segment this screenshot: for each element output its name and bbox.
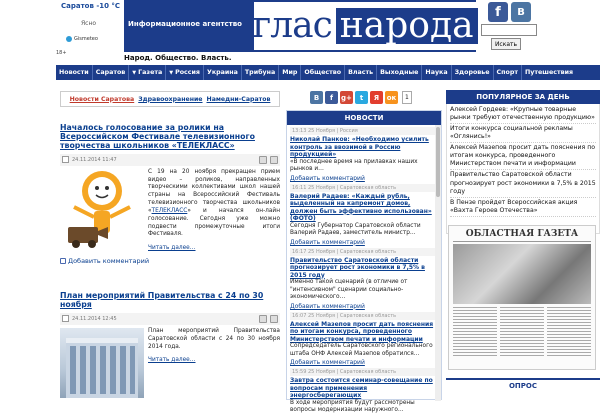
news-feed xyxy=(286,110,442,414)
comment-icon xyxy=(60,258,66,264)
add-comment-link[interactable]: Добавить комментарий xyxy=(60,257,280,265)
news-item xyxy=(290,312,438,367)
nav-item-gazeta[interactable]: ▼ Газета xyxy=(129,65,166,80)
logo-part2: народа xyxy=(336,8,478,44)
share-bar xyxy=(310,91,412,104)
category-bar xyxy=(60,91,280,107)
vk-share-icon[interactable]: B xyxy=(310,91,323,104)
calendar-icon xyxy=(62,156,69,163)
news-excerpt: «В последнее время на прилавках наших рынков и… xyxy=(290,158,418,173)
nav-item-science[interactable]: Наука xyxy=(422,65,451,80)
article-excerpt: С 19 на 20 ноября прекращен прием видео – роликов, направленных творческими коллективами школ нашей страны на Всероссийский Фестиваль телевизионного творчества школьников «ТЕЛЕКЛАСС» и начался он-лайн голосование. Сегодня уже можно подвести промежуточные итоги Фестиваля. Читать далее… xyxy=(148,168,280,252)
facebook-icon[interactable]: f xyxy=(488,2,508,22)
article-card xyxy=(60,292,280,398)
article-date: 24.11.2014 12:45 xyxy=(72,315,117,322)
category-link-namedni[interactable]: Намедни-Саратов xyxy=(206,95,271,103)
vk-icon[interactable]: B xyxy=(511,2,531,22)
nav-item-sport[interactable]: Спорт xyxy=(494,65,522,80)
calendar-icon xyxy=(62,315,69,322)
news-title[interactable]: Завтра состоится семинар-совещание по вопросам применения энергосберегающих xyxy=(290,377,433,400)
news-item xyxy=(290,248,438,310)
news-scrollbar[interactable] xyxy=(435,125,441,401)
popular-item[interactable]: Итоги конкурса социальной рекламы «Оглянись!» xyxy=(450,124,596,143)
read-more-link[interactable]: Читать далее… xyxy=(148,357,196,364)
article-meta xyxy=(60,313,280,325)
news-meta: 16:17 25 Ноября | Саратовская область xyxy=(290,248,438,256)
nav-item-news[interactable]: Новости xyxy=(56,65,93,80)
nav-item-weekend[interactable]: Выходные xyxy=(377,65,422,80)
yandex-share-icon[interactable]: Я xyxy=(370,91,383,104)
news-meta: 15:59 25 Ноября | Саратовская область xyxy=(290,368,438,376)
newspaper-photo xyxy=(453,244,591,304)
news-excerpt: Сопредседатель Саратовского регионального штаба ОНФ Алексей Мазепов обратился… xyxy=(290,343,433,357)
newspaper-title: ОБЛАСТНАЯ ГАЗЕТА xyxy=(465,229,579,239)
article-date: 24.11.2014 11:47 xyxy=(72,156,117,163)
news-title[interactable]: Валерий Радаев: «Каждый рубль, выделенный на капремонт домов, должен быть эффективно использован» (ФОТО) xyxy=(290,192,432,223)
category-link-health[interactable]: Здравоохранение xyxy=(138,95,203,103)
news-heading: НОВОСТИ xyxy=(287,111,441,125)
nav-item-saratov[interactable]: Саратов xyxy=(93,65,130,80)
news-excerpt: Именно такой сценарий (в отличие от "интенсивном" сценарии социально-экономического… xyxy=(290,279,408,301)
nav-item-health[interactable]: Здоровье xyxy=(452,65,494,80)
news-title[interactable]: Алексей Мазепов просит дать пояснения по итогам конкурса, проведенного Министерством печати и информации xyxy=(290,320,434,343)
article-meta xyxy=(60,154,280,166)
email-icon[interactable] xyxy=(270,315,278,323)
slogan: Народ. Общество. Власть. xyxy=(124,54,232,62)
news-excerpt: Сегодня Губернатор Саратовской области Валерий Радаев, заместитель министр… xyxy=(290,222,421,237)
article-title[interactable]: Началось голосование за ролики на Всероссийском Фестивале телевизионного творчества школьников «ТЕЛЕКЛАСС» xyxy=(60,123,255,150)
nav-item-tribuna[interactable]: Трибуна xyxy=(242,65,279,80)
popular-list xyxy=(446,104,600,234)
weather-city: Саратов -10 °C xyxy=(61,2,121,10)
article-card xyxy=(60,124,280,265)
teleklass-link[interactable]: ТЕЛЕКЛАСС xyxy=(151,207,188,214)
news-meta: 16:11 25 Ноября | Саратовская область xyxy=(290,184,438,192)
popular-heading: ПОПУЛЯРНОЕ ЗА ДЕНЬ xyxy=(446,90,600,104)
chevron-down-icon: ▼ xyxy=(169,69,174,76)
print-icon[interactable] xyxy=(259,315,267,323)
weather-provider-label: Gismeteo xyxy=(74,36,98,42)
email-icon[interactable] xyxy=(270,156,278,164)
news-item xyxy=(290,127,438,182)
news-title[interactable]: Правительство Саратовской области прогнозирует рост экономики в 7,5% в 2015 году xyxy=(290,256,425,279)
government-building-image[interactable] xyxy=(60,328,144,398)
gismeteo-icon xyxy=(66,36,72,42)
nav-item-society[interactable]: Общество xyxy=(301,65,345,80)
agency-label: Информационное агентство xyxy=(128,20,242,28)
site-logo[interactable] xyxy=(124,0,476,52)
logo-part1: глас xyxy=(252,5,332,46)
weather-widget[interactable] xyxy=(61,2,123,64)
read-more-link[interactable]: Читать далее… xyxy=(148,245,196,252)
twitter-share-icon[interactable]: t xyxy=(355,91,368,104)
article-excerpt: План мероприятий Правительства Саратовской области с 24 по 30 ноября 2014 года. Читать далее… xyxy=(148,327,280,364)
odnoklassniki-share-icon[interactable]: ок xyxy=(385,91,398,104)
nav-item-travel[interactable]: Путешествия xyxy=(525,69,574,76)
search-button[interactable]: Искать xyxy=(491,38,521,50)
print-icon[interactable] xyxy=(259,156,267,164)
news-item xyxy=(290,368,438,415)
chevron-down-icon: ▼ xyxy=(132,69,137,76)
news-list xyxy=(287,127,441,414)
news-comment-link[interactable]: Добавить комментарий xyxy=(290,302,365,310)
news-title[interactable]: Николай Панков: «Необходимо усилить контроль за ввозимой в Россию продукцией» xyxy=(290,136,429,158)
googleplus-share-icon[interactable]: g+ xyxy=(340,91,353,104)
article-title[interactable]: План мероприятий Правительства с 24 по 30 ноября xyxy=(60,291,264,309)
nav-item-russia[interactable]: ▼ Россия xyxy=(166,65,204,80)
popular-item[interactable]: В Пензе пройдет Всероссийская акция «Вахта Героев Отечества» xyxy=(450,198,596,217)
social-top xyxy=(488,2,531,22)
popular-item[interactable]: Алексей Гордеев: «Крупные товарные рынки требуют отечественную продукцию» xyxy=(450,105,596,124)
news-comment-link[interactable]: Добавить комментарий xyxy=(290,238,365,246)
popular-item[interactable]: Алексей Мазепов просит дать пояснения по итогам конкурса, проведенного Министерством печати и информации xyxy=(450,143,596,170)
news-meta: 13:13 25 Ноября | Россия xyxy=(290,127,438,135)
nav-item-ukraine[interactable]: Украина xyxy=(204,65,242,80)
popular-item[interactable]: Правительство Саратовской области прогнозирует рост экономики в 7,5% в 2015 году xyxy=(450,170,596,197)
category-link-saratov-news[interactable]: Новости Саратова xyxy=(69,95,135,103)
nav-item-world[interactable]: Мир xyxy=(279,65,301,80)
news-meta: 16:07 25 Ноября | Саратовская область xyxy=(290,312,438,320)
poll-heading: ОПРОС xyxy=(446,378,600,392)
weather-condition: Ясно xyxy=(81,20,97,27)
nav-item-power[interactable]: Власть xyxy=(345,65,377,80)
news-item xyxy=(290,184,438,246)
teleklass-mascot-image[interactable] xyxy=(60,169,144,249)
facebook-share-icon[interactable]: f xyxy=(325,91,338,104)
search-input[interactable] xyxy=(481,24,537,36)
weather-provider[interactable] xyxy=(66,36,123,42)
scrollbar-thumb[interactable] xyxy=(436,127,440,197)
share-count: 1 xyxy=(402,91,412,104)
logo-title xyxy=(254,2,476,50)
main-nav xyxy=(56,65,600,80)
news-excerpt: В ходе мероприятия будут рассмотрены вопросы модернизации наружного… xyxy=(290,399,415,414)
popular-widget xyxy=(446,90,600,234)
news-comment-link[interactable]: Добавить комментарий xyxy=(290,174,365,182)
news-comment-link[interactable]: Добавить комментарий xyxy=(290,359,365,367)
age-rating: 18+ xyxy=(56,50,67,56)
newspaper-cover[interactable] xyxy=(448,225,596,370)
